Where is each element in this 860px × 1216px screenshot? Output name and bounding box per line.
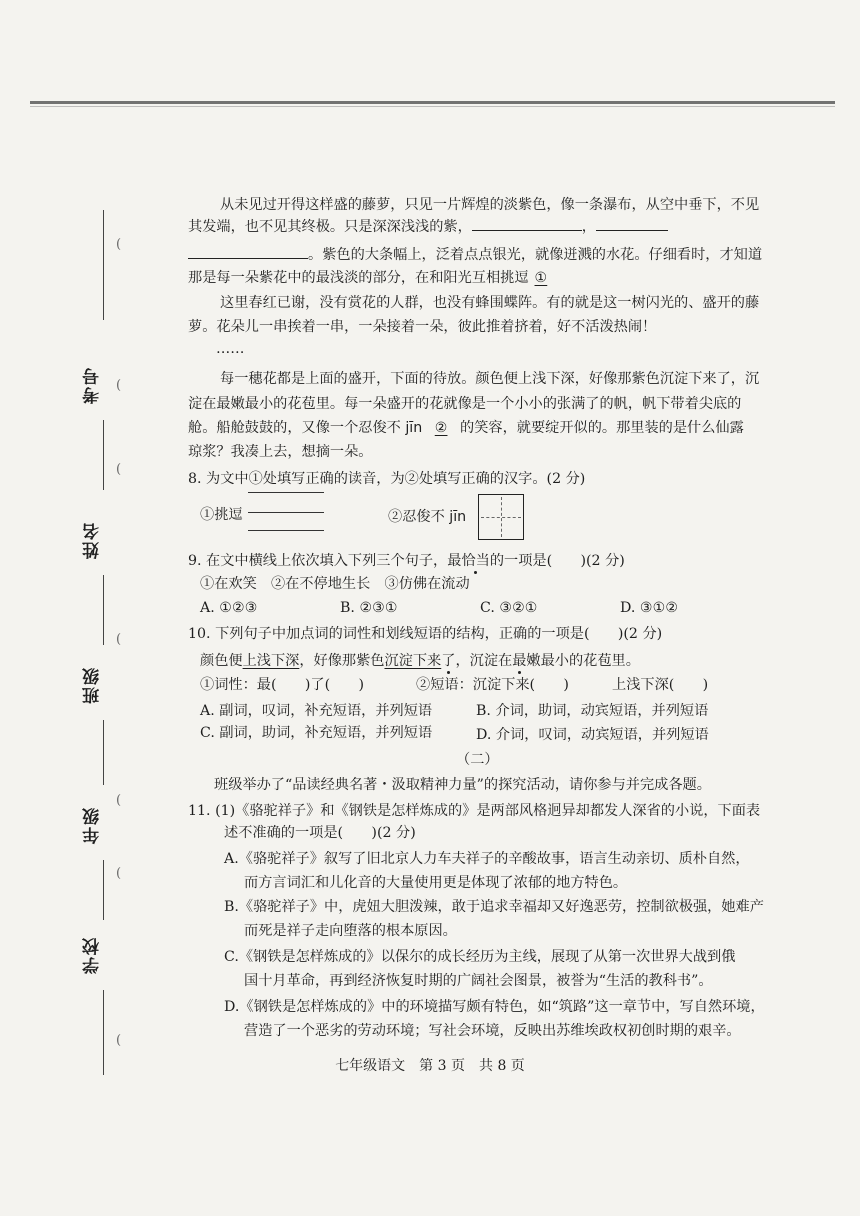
q11-option-d-cont: 营造了一个恶劣的劳动环境；写社会环境，反映出苏维埃政权初创时期的艰辛。: [244, 1023, 741, 1039]
margin-paren: (: [116, 378, 122, 393]
blank-line[interactable]: [188, 244, 308, 259]
passage-line: 淀在最嫩最小的花苞里。每一朵盛开的花就像是一个小小的张满了的帆，帆下带着尖底的: [188, 396, 742, 412]
margin-paren: (: [116, 462, 122, 477]
blank-line[interactable]: [472, 216, 582, 231]
q9-option-c[interactable]: C. ③②①: [480, 600, 538, 616]
passage-line: 这里春红已谢，没有赏花的人群，也没有蜂围蝶阵。有的就是这一树闪光的、盛开的藤: [220, 295, 760, 311]
q11-option-b[interactable]: B.《骆驼祥子》中，虎妞大胆泼辣，敢于追求幸福却又好逸恶劳，控制欲极强，她难产: [224, 899, 764, 915]
blank-line[interactable]: [596, 216, 668, 231]
q11-option-c-cont: 国十月革命，再到经济恢复时期的广阔社会图景，被誉为“生活的教科书”。: [244, 973, 713, 989]
passage-line: 舱。船舱鼓鼓的，又像一个忍俊不 jīn ② 的笑容，就要绽开似的。那里装的是什么仙露: [188, 420, 744, 436]
margin-paren: (: [116, 1033, 122, 1048]
answer-line[interactable]: [248, 530, 324, 531]
q10-option-b[interactable]: B. 介词，助词，动宾短语，并列短语: [476, 703, 709, 719]
q8-answer-1: ①挑逗: [200, 507, 243, 523]
margin-paren: (: [116, 237, 122, 252]
margin-paren: (: [116, 632, 122, 647]
q10-option-a[interactable]: A. 副词，叹词，补充短语，并列短语: [200, 703, 433, 719]
margin-line: [103, 420, 104, 490]
character-box[interactable]: [478, 494, 524, 540]
q9-option-b[interactable]: B. ②③①: [340, 600, 398, 616]
q11-option-d[interactable]: D.《钢铁是怎样炼成的》中的环境描写颇有特色，如“筑路”这一章节中，写自然环境，: [224, 999, 765, 1015]
q9-option-d[interactable]: D. ③①②: [620, 600, 679, 616]
margin-paren: (: [116, 793, 122, 808]
margin-line: [103, 860, 104, 920]
top-rule-thin: [30, 106, 835, 107]
page-footer: 七年级语文 第 3 页 共 8 页: [335, 1058, 525, 1074]
q11-option-c[interactable]: C.《钢铁是怎样炼成的》以保尔的成长经历为主线，展现了从第一次世界大战到俄: [224, 949, 736, 965]
passage-line: 。紫色的大条幅上，泛着点点银光，就像迸溅的水花。仔细看时，才知道: [188, 244, 762, 266]
margin-paren: (: [116, 866, 122, 881]
q9-stem: 9. 在文中横线上依次填入下列三个句子，最恰当的一项是( )(2 分): [188, 553, 625, 569]
ellipsis: ……: [216, 341, 245, 357]
q10-part-2: ②短语：沉淀下来( ): [416, 677, 569, 693]
q10-option-c[interactable]: C. 副词，助词，补充短语，并列短语: [200, 725, 433, 741]
q11-option-b-cont: 而死是祥子走向堕落的根本原因。: [244, 923, 457, 939]
q10-option-d[interactable]: D. 介词，叹词，动宾短语，并列短语: [476, 727, 709, 743]
section-title: （二）: [456, 752, 499, 768]
q8-stem: 8. 为文中①处填写正确的读音，为②处填写正确的汉字。(2 分): [188, 471, 586, 487]
margin-label-nianji: 年级: [83, 806, 103, 844]
margin-line: [103, 575, 104, 645]
blank-mark-2[interactable]: ②: [434, 420, 448, 436]
answer-line[interactable]: [248, 512, 324, 513]
q11-stem: 11. (1)《骆驼祥子》和《钢铁是怎样炼成的》是两部风格迥异却都发人深省的小说，下面表: [188, 803, 761, 819]
margin-label-xuexiao: 学校: [83, 936, 103, 974]
margin-label-kaohao: 考号: [83, 366, 103, 404]
q11-option-a[interactable]: A.《骆驼祥子》叙写了旧北京人力车夫祥子的辛酸故事，语言生动亲切、质朴自然，: [224, 851, 750, 867]
passage-line: 琼浆？我凑上去，想摘一朵。: [188, 444, 373, 460]
q10-sentence: 颜色便上浅下深，好像那紫色沉淀下来了，沉淀在最嫩最小的花苞里。: [200, 653, 640, 669]
answer-line[interactable]: [248, 492, 324, 493]
passage-line: 从未见过开得这样盛的藤萝，只见一片辉煌的淡紫色，像一条瀑布，从空中垂下，不见: [220, 197, 760, 213]
passage-line: 萝。花朵儿一串挨着一串，一朵接着一朵，彼此推着挤着，好不活泼热闹！: [188, 319, 657, 335]
margin-label-banji: 班级: [83, 666, 103, 704]
q11-stem: 述不准确的一项是( )(2 分): [224, 825, 416, 841]
q11-option-a-cont: 而方言词汇和儿化音的大量使用更是体现了浓郁的地方特色。: [244, 875, 628, 891]
q10-part-1: ①词性：最( )了( ): [200, 677, 365, 693]
passage-line: 其发端，也不见其终极。只是深深浅浅的紫， ，: [188, 216, 668, 238]
margin-line: [103, 210, 104, 320]
passage-line: 那是每一朵紫花中的最浅淡的部分，在和阳光互相挑逗 ①: [188, 267, 553, 289]
q10-part-3: 上浅下深( ): [612, 677, 709, 693]
section-intro: 班级举办了“品读经典名著・汲取精神力量”的探究活动，请你参与并完成各题。: [214, 777, 711, 793]
q10-stem: 10. 下列句子中加点词的词性和划线短语的结构，正确的一项是( )(2 分): [188, 626, 663, 642]
top-rule: [30, 101, 835, 104]
blank-mark-1[interactable]: ①: [534, 270, 548, 286]
q9-sentences: ①在欢笑 ②在不停地生长 ③仿佛在流动: [200, 576, 470, 592]
q8-answer-2: ②忍俊不 jīn: [388, 509, 467, 525]
margin-label-xingming: 姓名: [83, 521, 103, 559]
margin-line: [103, 720, 104, 785]
q9-option-a[interactable]: A. ①②③: [200, 600, 258, 616]
passage-line: 每一穗花都是上面的盛开，下面的待放。颜色便上浅下深，好像那紫色沉淀下来了，沉: [220, 371, 760, 387]
